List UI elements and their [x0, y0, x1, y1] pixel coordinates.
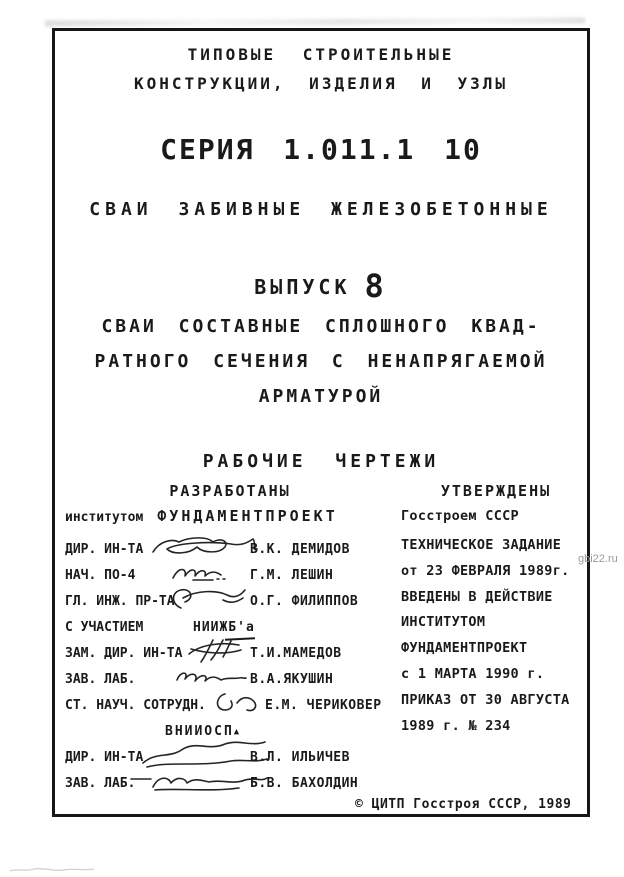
- approved-line: с 1 МАРТА 1990 г.: [401, 665, 545, 682]
- signatory-name: Е.М. ЧЕРИКОВЕР: [265, 698, 382, 713]
- signatory-role: ГЛ. ИНЖ. ПР-ТА: [65, 594, 175, 609]
- signatory-name: В.Л. ИЛЬИЧЕВ: [250, 750, 350, 765]
- approved-line: ВВЕДЕНЫ В ДЕЙСТВИЕ: [401, 588, 553, 605]
- signatory-name: Т.И.МАМЕДОВ: [250, 646, 342, 661]
- approved-line: ИНСТИТУТОМ: [401, 614, 486, 631]
- approved-line: ПРИКАЗ ОТ 30 АВГУСТА: [401, 691, 570, 708]
- issue-title-line2: РАТНОГО СЕЧЕНИЯ С НЕНАПРЯГАЕМОЙ: [94, 351, 548, 372]
- org-header-line1: ТИПОВЫЕ СТРОИТЕЛЬНЫЕ: [187, 45, 455, 64]
- signatory-role: ЗАВ. ЛАБ.: [65, 776, 136, 791]
- approved-line: ТЕХНИЧЕСКОЕ ЗАДАНИЕ: [401, 537, 562, 553]
- signatory-role: СТ. НАУЧ. СОТРУДН.: [65, 698, 206, 713]
- signatory-role: ЗАМ. ДИР. ИН-ТА: [65, 646, 183, 661]
- signatory-name: В.К. ДЕМИДОВ: [250, 542, 350, 557]
- approved-column: [401, 508, 591, 743]
- developed-column: [65, 507, 399, 797]
- participant-niizhb: НИИЖБ'а: [193, 620, 255, 635]
- signatory-name: О.Г. ФИЛИППОВ: [250, 594, 359, 609]
- doc-type-title: РАБОЧИЕ ЧЕРТЕЖИ: [202, 451, 440, 472]
- approved-line: ФУНДАМЕНТПРОЕКТ: [401, 640, 528, 657]
- developer-institute-line: [65, 507, 399, 537]
- signatory-name: Г.М. ЛЕШИН: [250, 568, 334, 583]
- participation-label: С УЧАСТИЕМ: [65, 620, 144, 635]
- signatory-row: [65, 589, 399, 615]
- issue-title-line3: АРМАТУРОЙ: [258, 386, 384, 407]
- org-header-line2: КОНСТРУКЦИИ, ИЗДЕЛИЯ И УЗЛЫ: [133, 74, 509, 93]
- approved-line: 1989 г. № 234: [401, 717, 511, 734]
- issue-line: [55, 267, 587, 305]
- approved-heading: УТВЕРЖДЕНЫ: [440, 482, 552, 500]
- triangle-mark: ▲: [233, 727, 242, 737]
- site-watermark: gbi22.ru: [578, 553, 618, 565]
- signatory-role: ЗАВ. ЛАБ.: [65, 672, 136, 687]
- approved-line: Госстроем СССР: [401, 508, 519, 524]
- signatory-role: ДИР. ИН-ТА: [65, 750, 144, 765]
- approved-line: от 23 ФЕВРАЛЯ 1989г.: [401, 562, 570, 579]
- signatory-row: [65, 693, 399, 719]
- institute-name: ФУНДАМЕНТПРОЕКТ: [157, 507, 338, 525]
- signatory-row: [65, 745, 399, 771]
- signatory-role: ДИР. ИН-ТА: [65, 542, 144, 557]
- developed-heading: РАЗРАБОТАНЫ: [169, 482, 291, 500]
- issue-number: 8: [364, 267, 388, 305]
- participant-vniiosp: ВНИИОСП▲: [165, 724, 242, 739]
- issue-title: [55, 309, 587, 414]
- signature-bakholdin: [129, 769, 269, 803]
- scan-artifact: [45, 18, 585, 27]
- institute-prefix: институтом: [65, 510, 144, 525]
- signatory-name: В.А.ЯКУШИН: [250, 672, 334, 687]
- signatory-row: [65, 771, 399, 797]
- copyright-line: © ЦИТП Госстроя СССР, 1989: [355, 797, 572, 812]
- issue-title-line1: СВАИ СОСТАВНЫЕ СПЛОШНОГО КВАД-: [101, 316, 541, 337]
- corner-watermark: [8, 860, 96, 870]
- signatory-name: Б.В. БАХОЛДИН: [250, 776, 359, 791]
- document-subtitle: СВАИ ЗАБИВНЫЕ ЖЕЛЕЗОБЕТОННЫЕ: [89, 199, 553, 220]
- series-title: СЕРИЯ 1.011.1 10: [160, 133, 482, 166]
- issue-label: ВЫПУСК: [254, 275, 351, 299]
- signatory-role: НАЧ. ПО-4: [65, 568, 136, 583]
- document-sheet: [52, 28, 590, 817]
